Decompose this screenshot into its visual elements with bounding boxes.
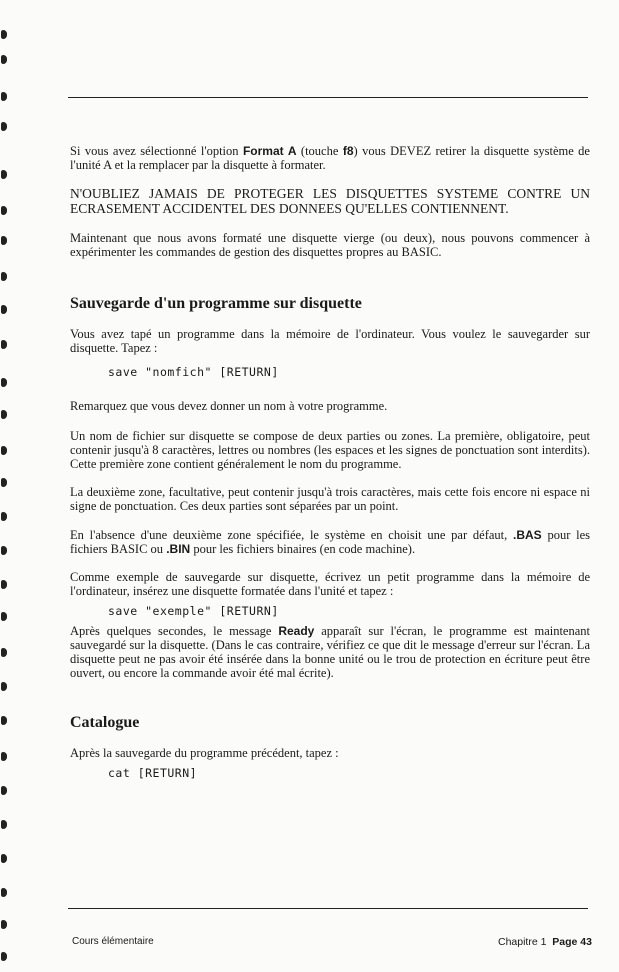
footer-course-title: Cours élémentaire: [72, 936, 154, 947]
save-paragraph-1: Vous avez tapé un programme dans la mémoire de l'ordinateur. Vous voulez le sauvegarder sur disquette. Tapez :: [70, 327, 590, 355]
footer-page-number: Page 43: [552, 936, 592, 948]
section-title-catalogue: Catalogue: [70, 714, 140, 731]
page-body: [70, 144, 590, 780]
footer-page-info: [498, 936, 592, 948]
binding-holes: [0, 0, 12, 972]
header-rule: [68, 97, 588, 98]
save-paragraph-5: En l'absence d'une deuxième zone spécifiée, le système en choisit une par défaut, .BAS pour les fichiers BASIC ou .BIN pour les fichiers binaires (en code machine).: [70, 528, 590, 556]
footer-chapter: Chapitre 1: [498, 936, 547, 948]
intro-paragraph-formatted: Maintenant que nous avons formaté une disquette vierge (ou deux), nous pouvons commencer à expérimenter les commandes de gestion des disquettes propres au BASIC.: [70, 231, 590, 259]
catalogue-paragraph-1: Après la sauvegarde du programme précédent, tapez :: [70, 746, 339, 760]
save-paragraph-7: Après quelques secondes, le message Ready apparaît sur l'écran, le programme est maintenant sauvegardé sur la disquette. (Dans le cas contraire, vérifiez ce que dit le message d'erreur sur l'écran. La disquette peut ne pas avoir été insérée dans la bonne unité ou le trou de protection en écriture peut être ouvert, ou encore la commande avoir été mal écrite).: [70, 624, 591, 680]
footer-rule: [68, 908, 588, 909]
intro-paragraph-format: Si vous avez sélectionné l'option Format A (touche f8) vous DEVEZ retirer la disquette système de l'unité A et la remplacer par la disquette à formater.: [70, 144, 590, 172]
code-save-exemple: save "exemple" [RETURN]: [108, 604, 279, 618]
save-paragraph-3: Un nom de fichier sur disquette se compose de deux parties ou zones. La première, obligatoire, peut contenir jusqu'à 8 caractères, lettres ou nombres (les espaces et les signes de ponctuation sont interdits). Cette première zone contient généralement le nom du programme.: [70, 429, 590, 471]
save-paragraph-2: Remarquez que vous devez donner un nom à votre programme.: [70, 399, 388, 413]
save-paragraph-6: Comme exemple de sauvegarde sur disquette, écrivez un petit programme dans la mémoire de l'ordinateur, insérez une disquette formatée dans l'unité et tapez :: [70, 570, 590, 598]
section-title-save: Sauvegarde d'un programme sur disquette: [70, 295, 362, 312]
code-cat: cat [RETURN]: [108, 766, 198, 780]
code-save-nomfich: save "nomfich" [RETURN]: [108, 365, 279, 379]
save-paragraph-4: La deuxième zone, facultative, peut contenir jusqu'à trois caractères, mais cette fois encore ni espace ni signe de ponctuation. Ces deux parties sont séparées par un point.: [70, 485, 590, 513]
intro-warning: N'OUBLIEZ JAMAIS DE PROTEGER LES DISQUETTES SYSTEME CONTRE UN ECRASEMENT ACCIDENTEL DES DONNEES QU'ELLES CONTIENNENT.: [70, 186, 590, 216]
